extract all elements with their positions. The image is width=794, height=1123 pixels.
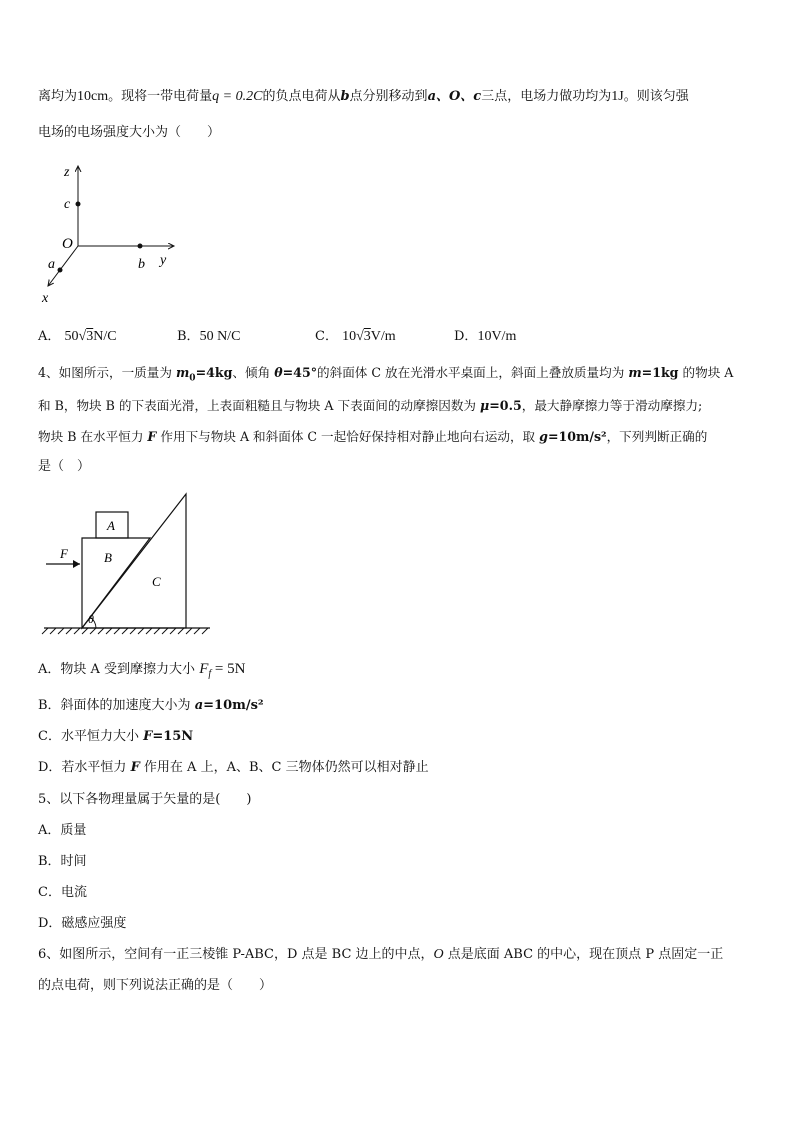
q5-option-d: D．磁感应强度 <box>38 916 127 931</box>
q4-option-a <box>38 660 245 684</box>
q6-stem-line-1 <box>38 946 723 964</box>
accel-symbol: a <box>194 698 204 713</box>
q4-mu: μ <box>480 398 490 413</box>
q4-text: 、倾角 <box>232 365 275 380</box>
radicand: 3 <box>363 329 371 344</box>
q4-option-c <box>38 728 193 746</box>
q4-text: 和 B，物块 B 的下表面光滑，上表面粗糙且与物块 A 下表面间的动摩擦因数为 <box>38 398 481 413</box>
force-subscript: f <box>208 668 212 680</box>
label-A: A <box>107 518 115 533</box>
q3-work: 1J <box>611 89 624 104</box>
q3-text: 点分别移动到 <box>349 89 428 104</box>
q4-text: 的斜面体 C 放在光滑水平桌面上，斜面上叠放质量均为 <box>317 365 629 380</box>
option-text: D．若水平恒力 <box>38 760 131 775</box>
option-a-value: = 5N <box>211 661 246 677</box>
q4-m-value: =1kg <box>641 365 679 380</box>
q4-m: m <box>628 365 642 380</box>
q3-charge: q = 0.2C <box>212 89 263 104</box>
q3-coordinate-figure <box>36 160 186 310</box>
force-symbol: F <box>130 760 140 775</box>
q4-mu-value: =0.5 <box>489 398 522 413</box>
q3-text: 。现将一带电荷量 <box>108 89 213 104</box>
option-label: C． <box>315 329 338 344</box>
ground-hatch <box>42 628 208 634</box>
option-label: B． <box>177 329 200 344</box>
unit: N/C <box>93 329 117 344</box>
point-b <box>138 244 143 249</box>
q5-option-b: B．时间 <box>38 854 87 869</box>
q3-stem-line-2: 电场的电场强度大小为（ ） <box>38 125 221 140</box>
option-b-value: =10m/s² <box>203 698 264 713</box>
q4-text: ，最大静摩擦力等于滑动摩擦力; <box>521 398 703 413</box>
option-b-value: 50 N/C <box>199 329 241 344</box>
force-arrowhead <box>73 560 80 568</box>
q3-point-b: b <box>340 89 350 104</box>
label-O: O <box>62 236 73 252</box>
radicand: 3 <box>86 329 94 344</box>
option-label: D． <box>454 329 478 344</box>
q5-stem: 5、以下各物理量属于矢量的是( ) <box>38 792 252 807</box>
q3-text: 。则该匀强 <box>623 89 689 104</box>
q4-text: 4、如图所示，一质量为 <box>38 365 176 380</box>
q6-text: 点是底面 ABC 的中心，现在顶点 P 点固定一正 <box>443 947 724 962</box>
q3-stem-line-1 <box>38 88 689 106</box>
q6-text: 6、如图所示，空间有一正三棱锥 P-ABC，D 点是 BC 边上的中点， <box>38 947 434 962</box>
q4-stem-line-1 <box>38 364 733 388</box>
option-text: A．物块 A 受到摩擦力大小 <box>38 662 200 677</box>
q4-g: g <box>539 429 548 444</box>
q3-option-a <box>38 328 117 346</box>
q4-m0-sub: 0 <box>189 373 196 384</box>
q3-distance: 10cm <box>77 89 109 104</box>
q4-stem-line-4: 是（ ） <box>38 459 91 474</box>
q3-option-d <box>454 328 516 346</box>
option-label: A． <box>38 329 61 344</box>
option-c-value: =15N <box>152 729 194 744</box>
q3-text: 的负点电荷从 <box>262 89 341 104</box>
q4-theta-value: =45° <box>282 365 317 380</box>
q6-stem-line-2: 的点电荷，则下列说法正确的是（ ） <box>38 978 273 993</box>
point-c <box>76 202 81 207</box>
q4-g-value: =10m/s² <box>547 429 607 444</box>
q4-option-d <box>38 759 429 777</box>
q6-point-O: O <box>433 947 444 962</box>
label-B: B <box>104 550 112 565</box>
sqrt-sign: √ <box>356 329 364 344</box>
option-text: 作用在 A 上，A、B、C 三物体仍然可以相对静止 <box>139 760 429 775</box>
option-d-value: 10V/m <box>477 329 517 344</box>
q4-stem-line-3 <box>38 428 707 446</box>
q4-text: 的物块 A <box>678 365 734 380</box>
q4-m0: m <box>175 365 190 380</box>
q4-F: F <box>147 429 157 444</box>
q4-theta: θ <box>274 365 283 380</box>
force-symbol: F <box>143 729 153 744</box>
point-a <box>58 268 63 273</box>
q4-incline-figure <box>40 490 220 638</box>
option-a-value <box>65 329 117 344</box>
force-symbol: F <box>199 661 209 677</box>
label-y: y <box>160 253 167 268</box>
q3-option-c <box>315 328 396 346</box>
option-c-value <box>342 329 396 344</box>
sqrt-sign: √ <box>78 329 87 344</box>
q4-option-b <box>38 697 264 715</box>
label-x: x <box>42 291 49 306</box>
option-text: B．斜面体的加速度大小为 <box>38 698 195 713</box>
q4-stem-line-2 <box>38 397 702 415</box>
label-c: c <box>64 197 71 212</box>
coef: 50 <box>64 329 79 344</box>
q4-text: 作用下与物块 A 和斜面体 C 一起恰好保持相对静止地向右运动，取 <box>156 429 540 444</box>
q4-m0-value: =4kg <box>195 365 233 380</box>
coef: 10 <box>342 329 357 344</box>
q3-points: a、O、c <box>427 89 482 104</box>
label-C: C <box>152 574 161 589</box>
unit: V/m <box>370 329 396 344</box>
label-b: b <box>138 257 145 272</box>
q4-text: ，下列判断正确的 <box>606 429 708 444</box>
q3-option-b <box>177 328 240 346</box>
q5-option-c: C．电流 <box>38 885 87 900</box>
label-z: z <box>64 165 70 180</box>
q3-text: 离均为 <box>38 89 78 104</box>
label-F: F <box>60 546 68 561</box>
q4-text: 物块 B 在水平恒力 <box>38 429 148 444</box>
label-a: a <box>48 257 55 272</box>
q5-option-a: A．质量 <box>38 823 87 838</box>
option-text: C．水平恒力大小 <box>38 729 144 744</box>
q3-text: 三点，电场力做功均为 <box>481 89 612 104</box>
label-theta: θ <box>88 612 94 626</box>
